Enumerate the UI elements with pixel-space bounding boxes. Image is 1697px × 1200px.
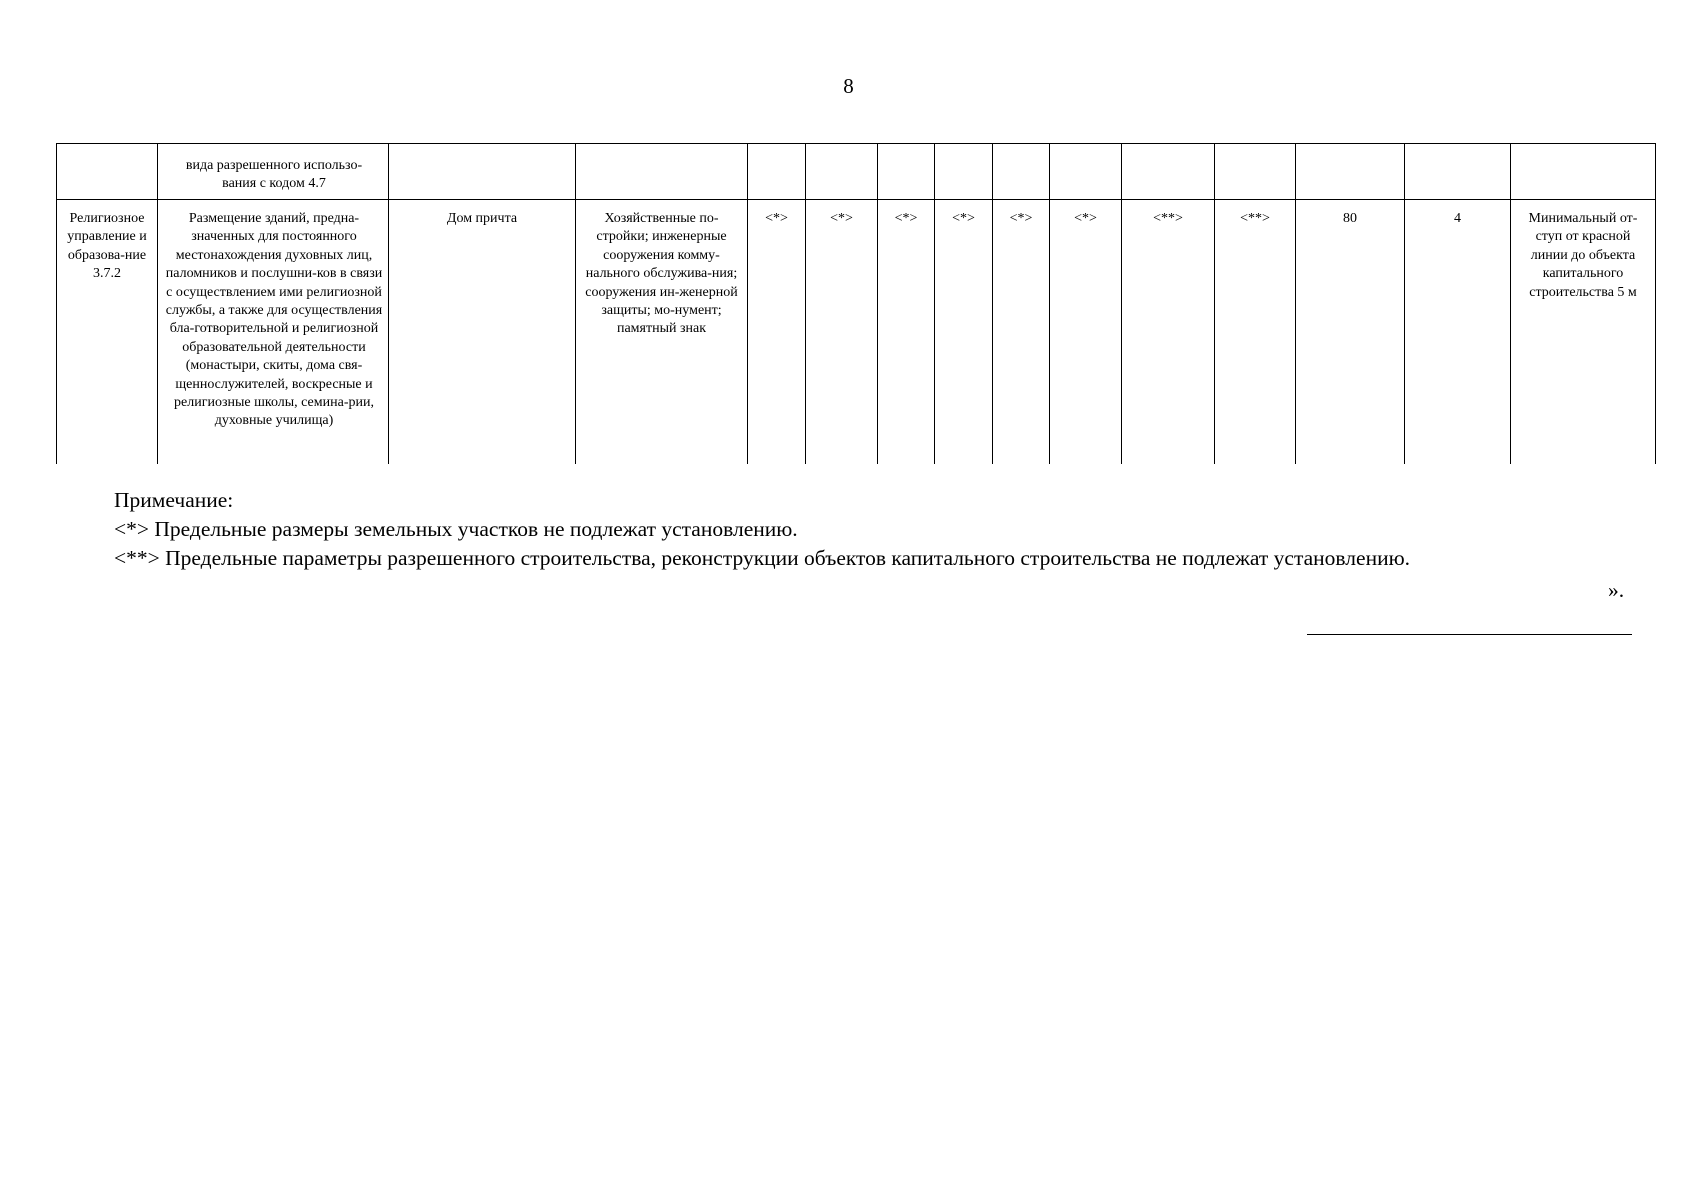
cell-empty bbox=[993, 144, 1050, 200]
cell-param-5: <*> bbox=[748, 200, 806, 464]
cell-auxiliary-uses: Хозяйственные по-стройки; инженерные сооружения комму-нального обслужива-ния; сооружения ин-женерной защиты; мо-нумент; памятный знак bbox=[576, 200, 748, 464]
footnote-1: <*> Предельные размеры земельных участков не подлежат установлению. bbox=[114, 517, 798, 541]
cell-param-6: <*> bbox=[806, 200, 878, 464]
cell-empty bbox=[1050, 144, 1122, 200]
cell-use-type: Религиозное управление и образова-ние 3.7.2 bbox=[57, 200, 158, 464]
cell-empty bbox=[1296, 144, 1405, 200]
cell-description: Размещение зданий, предна-значенных для постоянного местонахождения духовных лиц, паломников и послушни-ков в связи с осуществлением ими религиозной службы, а также для осуществления бла-готворительной и религиозной образовательной деятельности (монастыри, скиты, дома свя-щеннослужителей, воскресные и религиозные школы, семина-рии, духовные училища) bbox=[158, 200, 389, 464]
cell-empty bbox=[57, 144, 158, 200]
cell-param-9: <*> bbox=[993, 200, 1050, 464]
cell-empty bbox=[576, 144, 748, 200]
cell-empty bbox=[878, 144, 935, 200]
cell-empty bbox=[935, 144, 993, 200]
cell-empty bbox=[1405, 144, 1511, 200]
cell-empty bbox=[1215, 144, 1296, 200]
cell-param-13: 80 bbox=[1296, 200, 1405, 464]
cell-param-10: <*> bbox=[1050, 200, 1122, 464]
closing-quote: ». bbox=[1608, 578, 1625, 602]
cell-empty bbox=[1511, 144, 1656, 200]
cell-param-8: <*> bbox=[935, 200, 993, 464]
cell-empty bbox=[1122, 144, 1215, 200]
footnote-heading: Примечание: bbox=[114, 488, 234, 512]
cell-empty bbox=[806, 144, 878, 200]
page-number: 8 bbox=[843, 74, 854, 98]
cell-param-11: <**> bbox=[1122, 200, 1215, 464]
table-row-religious-use bbox=[57, 200, 1656, 464]
cell-empty bbox=[389, 144, 576, 200]
cell-empty bbox=[748, 144, 806, 200]
table-row-continuation bbox=[57, 144, 1656, 200]
cell-continued-text: вида разрешенного использо- вания с кодом 4.7 bbox=[158, 144, 389, 200]
footnotes bbox=[114, 486, 1410, 573]
footnote-2: <**> Предельные параметры разрешенного строительства, реконструкции объектов капитального строительства не подлежат установлению. bbox=[114, 546, 1411, 570]
cell-param-7: <*> bbox=[878, 200, 935, 464]
cell-param-14: 4 bbox=[1405, 200, 1511, 464]
cell-notes: Минимальный от-ступ от красной линии до объекта капитального строительства 5 м bbox=[1511, 200, 1656, 464]
end-line bbox=[1307, 634, 1632, 635]
cell-param-12: <**> bbox=[1215, 200, 1296, 464]
regulations-table bbox=[56, 143, 1656, 464]
cell-permitted-object: Дом причта bbox=[389, 200, 576, 464]
